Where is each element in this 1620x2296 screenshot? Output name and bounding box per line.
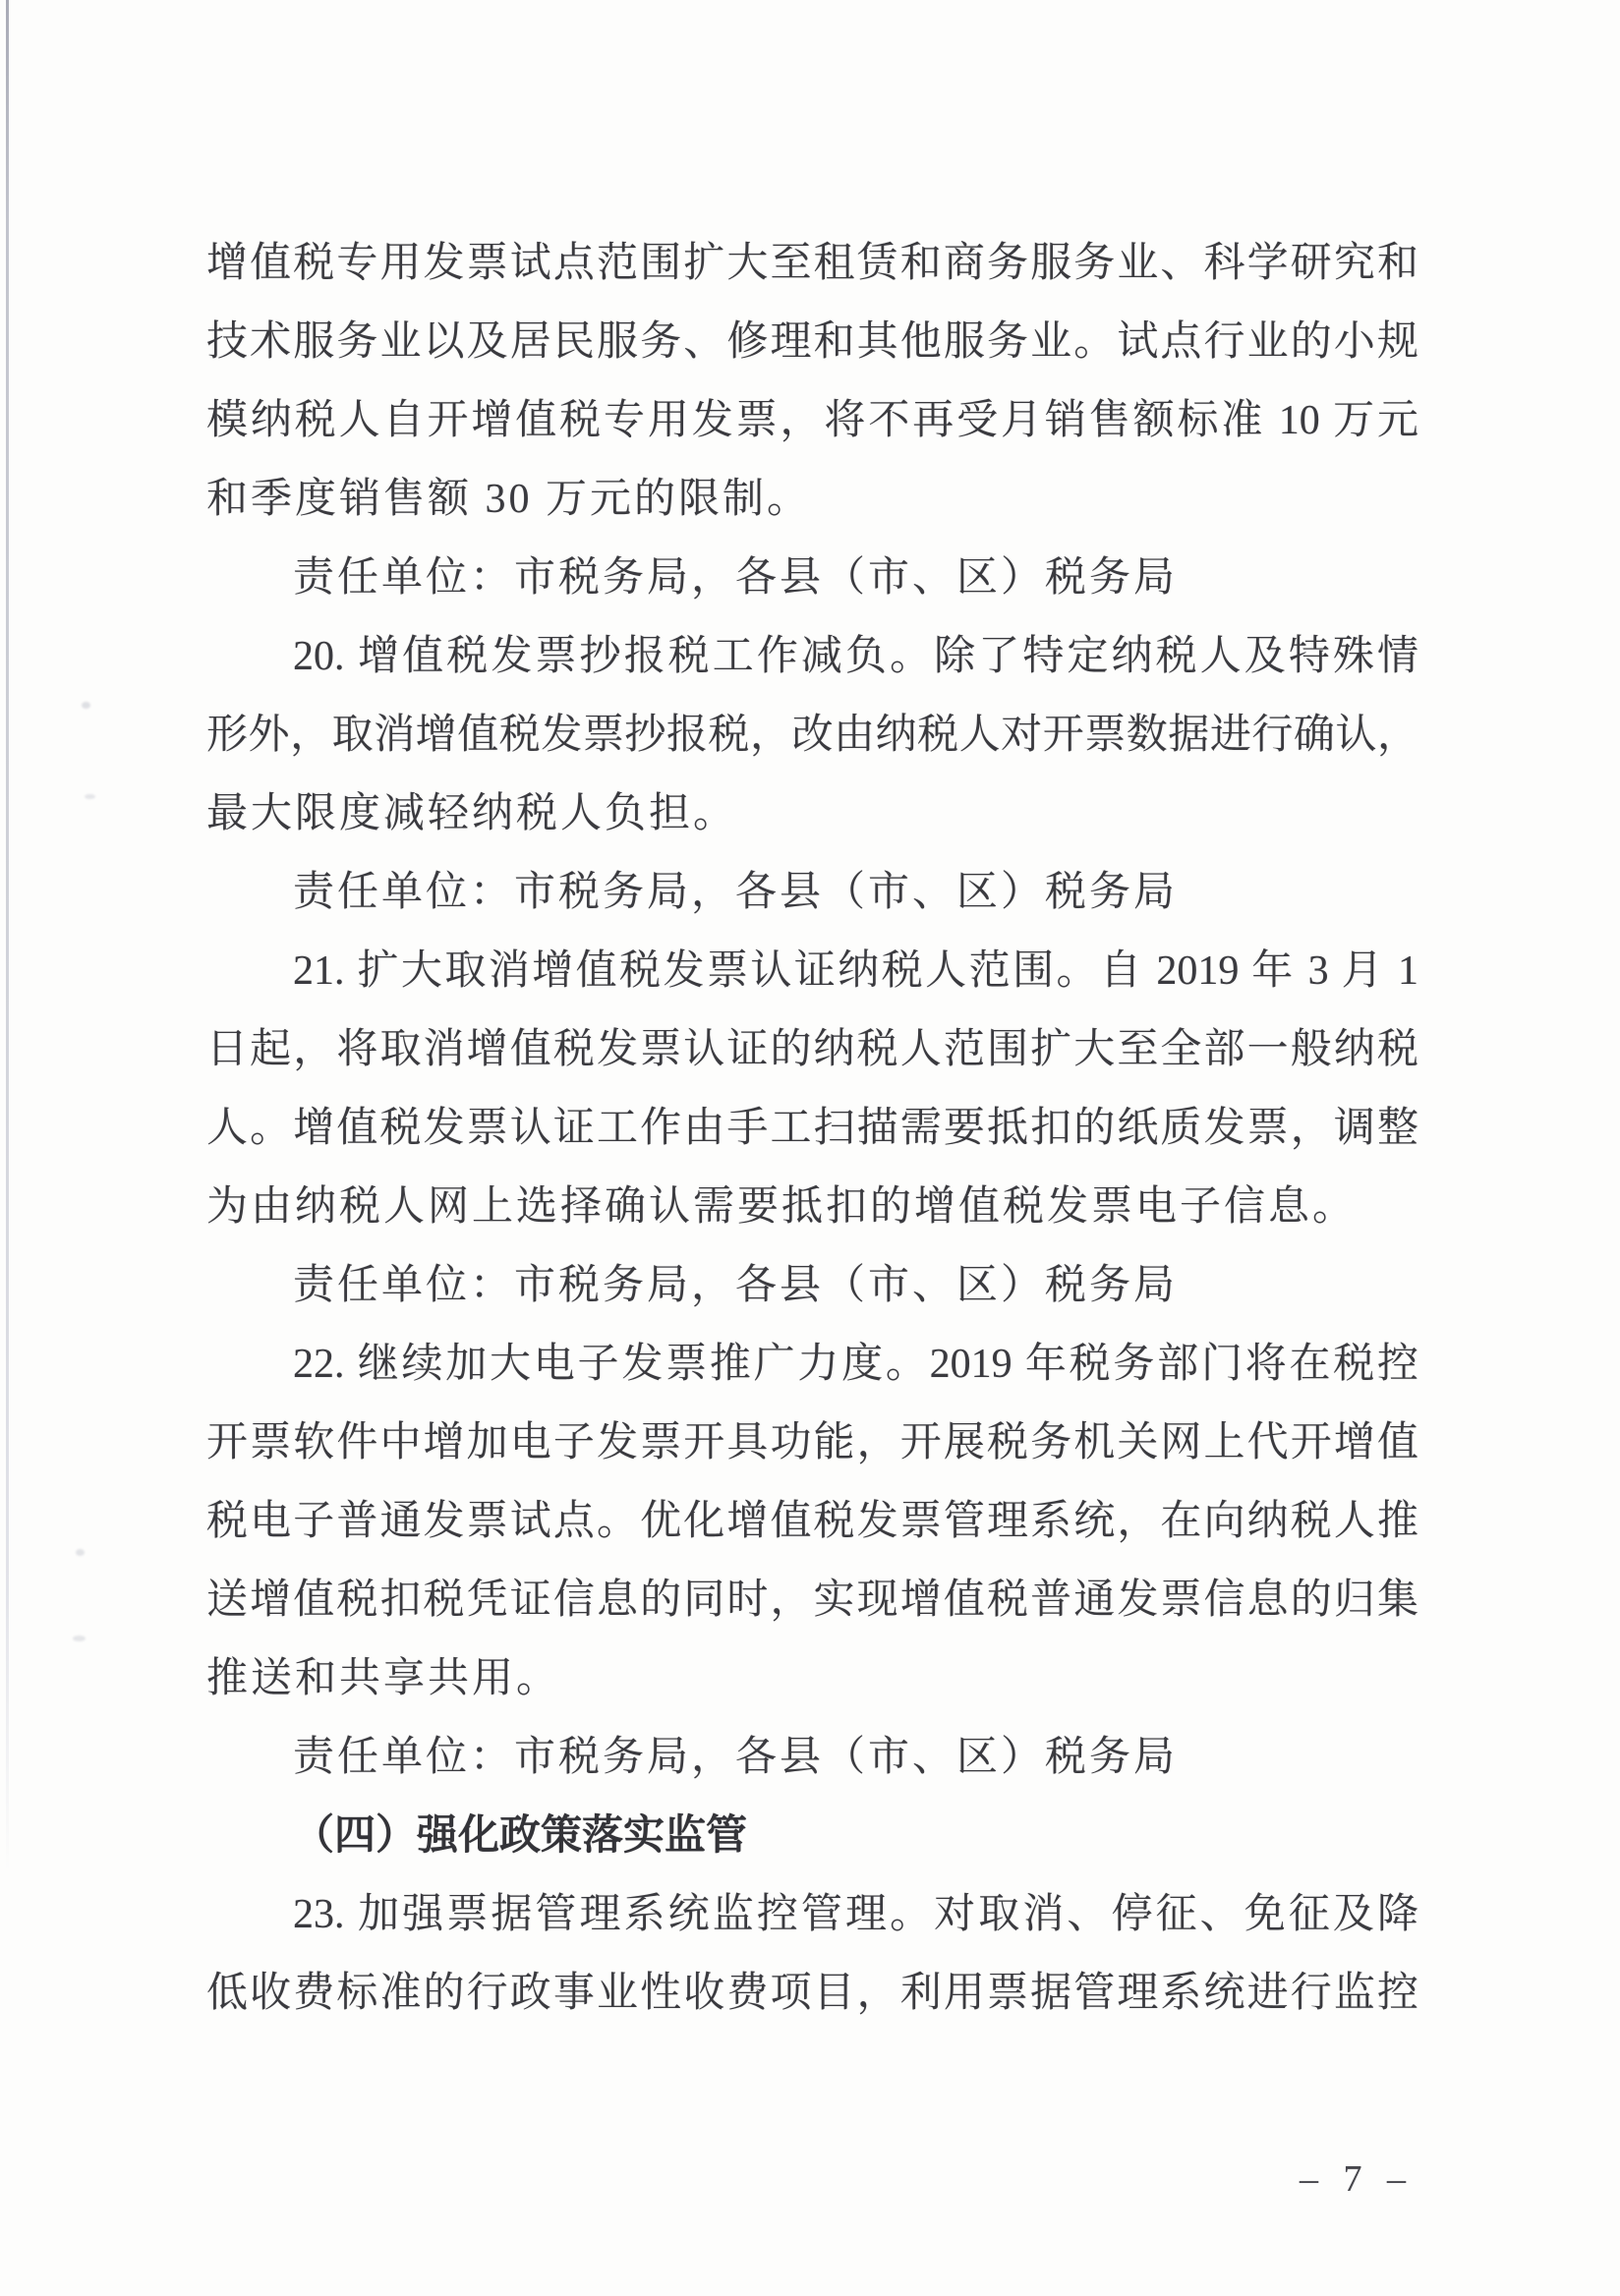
responsible-unit-line: 责任单位：市税务局，各县（市、区）税务局 <box>293 555 1179 601</box>
doc-line: 22. 继续加大电子发票推广力度。2019 年税务部门将在税控 <box>293 1342 1418 1387</box>
doc-line: 技术服务业以及居民服务、修理和其他服务业。试点行业的小规 <box>206 319 1418 365</box>
doc-line: 低收费标准的行政事业性收费项目，利用票据管理系统进行监控 <box>206 1971 1418 2016</box>
scan-edge-artifact <box>6 0 9 1872</box>
doc-line: 增值税专用发票试点范围扩大至租赁和商务服务业、科学研究和 <box>206 241 1418 286</box>
doc-line: 日起，将取消增值税发票认证的纳税人范围扩大至全部一般纳税 <box>206 1027 1418 1072</box>
doc-line: 和季度销售额 30 万元的限制。 <box>206 477 812 522</box>
doc-line: 21. 扩大取消增值税发票认证纳税人范围。自 2019 年 3 月 1 <box>293 948 1418 994</box>
responsible-unit-line: 责任单位：市税务局，各县（市、区）税务局 <box>293 1735 1179 1780</box>
doc-line: 形外，取消增值税发票抄报税，改由纳税人对开票数据进行确认， <box>206 713 1418 758</box>
doc-line: 23. 加强票据管理系统监控管理。对取消、停征、免征及降 <box>293 1892 1418 1937</box>
page-number: – 7 – <box>1300 2158 1414 2200</box>
scan-speck <box>82 702 90 709</box>
doc-line: 最大限度减轻纳税人负担。 <box>206 791 738 836</box>
responsible-unit-line: 责任单位：市税务局，各县（市、区）税务局 <box>293 1263 1179 1308</box>
scan-speck <box>85 794 95 799</box>
responsible-unit-line: 责任单位：市税务局，各县（市、区）税务局 <box>293 870 1179 915</box>
doc-line: 20. 增值税发票抄报税工作减负。除了特定纳税人及特殊情 <box>293 634 1418 679</box>
doc-line: 推送和共享共用。 <box>206 1656 561 1701</box>
doc-line: 开票软件中增加电子发票开具功能，开展税务机关网上代开增值 <box>206 1420 1418 1465</box>
doc-line: 税电子普通发票试点。优化增值税发票管理系统，在向纳税人推 <box>206 1499 1418 1544</box>
doc-line: 人。增值税发票认证工作由手工扫描需要抵扣的纸质发票，调整 <box>206 1106 1418 1151</box>
scan-speck <box>73 1636 86 1641</box>
doc-line: 模纳税人自开增值税专用发票，将不再受月销售额标准 10 万元 <box>206 398 1418 443</box>
doc-line: 为由纳税人网上选择确认需要抵扣的增值税发票电子信息。 <box>206 1184 1358 1230</box>
document-body <box>206 224 1418 2033</box>
section-heading: （四）强化政策落实监管 <box>293 1813 748 1859</box>
scan-speck <box>76 1549 85 1556</box>
doc-line: 送增值税扣税凭证信息的同时，实现增值税普通发票信息的归集 <box>206 1578 1418 1623</box>
